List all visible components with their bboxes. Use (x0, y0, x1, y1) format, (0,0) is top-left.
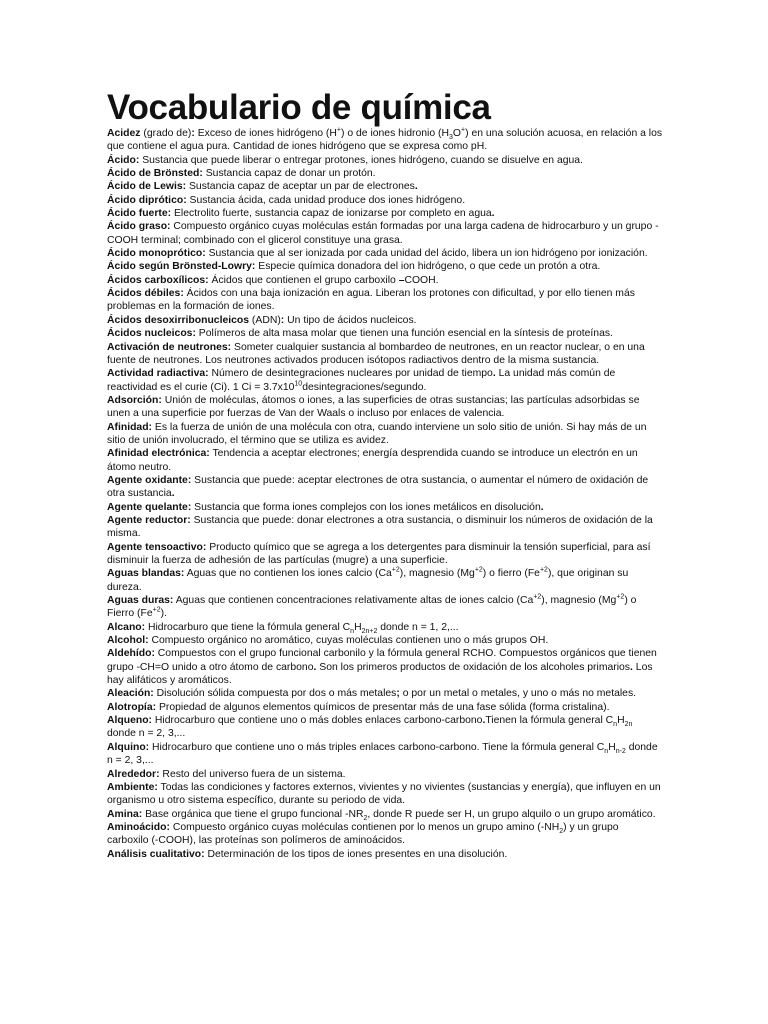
subscript: 2 (363, 814, 368, 822)
definition-text: Polímeros de alta masa molar que tienen una función esencial en la síntesis de proteínas. (195, 328, 613, 340)
definition-text: Sustancia que puede: donar electrones a otra sustancia, o disminuir los números de oxidación de la misma. (107, 514, 653, 540)
definition-text: Sustancia que puede: aceptar electrones de otra sustancia, o aumentar el número de oxidación de otra sustancia (107, 474, 649, 500)
definition-text: Es la fuerza de unión de una molécula con otra, cuando interviene un solo sitio de unión. Si hay más de un sitio de unión involucrado, el término que se utiliza es avidez. (107, 421, 647, 446)
definition-text: Compuestos con el grupo funcional carbonilo y la fórmula general RCHO. Compuestos orgánicos que tienen grupo -CH=O unido a otro átomo de carbono (107, 648, 657, 673)
glossary-entry (107, 621, 663, 634)
definition-text: Disolución sólida compuesta por dos o más metales (153, 688, 397, 700)
glossary-entry (107, 154, 663, 167)
definition-text: (grado de) (140, 128, 192, 139)
glossary-entry (107, 274, 663, 287)
glossary-entry (107, 327, 663, 340)
definition-text: Todas las condiciones y factores externos, vivientes y no vivientes (sustancias y energía), que influyen en un organismo u otro sistema específico, durante su periodo de vida. (107, 781, 661, 807)
glossary-entry (107, 180, 663, 193)
glossary-entry (107, 421, 663, 448)
glossary-list (107, 127, 663, 861)
superscript: +2 (474, 566, 483, 574)
definition-text: ). (160, 608, 167, 620)
glossary-term: Ácido de Lewis: (107, 181, 187, 193)
glossary-definition (249, 315, 417, 326)
glossary-term: Afinidad electrónica: (107, 448, 210, 460)
definition-text: , donde R puede ser H, un grupo alquilo o un grupo aromático. (367, 808, 656, 820)
definition-text: Compuesto orgánico no aromático, cuyas moléculas contienen uno o más grupos OH. (148, 635, 549, 647)
glossary-definition (196, 328, 613, 339)
definition-text: ), que originan su dureza. (107, 568, 629, 593)
definition-text: donde n = 1, 2,... (377, 621, 459, 633)
glossary-definition (171, 208, 494, 219)
glossary-term: Alquino: (107, 741, 150, 753)
bold-punctuation: . (491, 208, 495, 220)
definition-text: Hidrocarburo que contiene uno o más dobles enlaces carbono-carbono (152, 715, 483, 727)
glossary-term: Alrededor: (107, 768, 160, 780)
subscript: n (613, 721, 618, 729)
definition-text: Base orgánica que tiene el grupo funcional -NR (142, 808, 364, 820)
bold-punctuation: – (398, 274, 405, 286)
glossary-entry (107, 714, 663, 741)
bold-punctuation: : (191, 128, 198, 139)
glossary-definition (107, 395, 639, 419)
definition-text: Aguas que no contienen los iones calcio (Ca (184, 568, 392, 580)
glossary-term: Alqueno: (107, 715, 153, 727)
glossary-term: Alcohol: (107, 635, 149, 647)
glossary-entry (107, 314, 663, 327)
glossary-term: Alcano: (107, 621, 146, 633)
bold-punctuation: . (482, 715, 486, 727)
superscript: +2 (533, 593, 542, 601)
glossary-definition (145, 622, 458, 633)
glossary-term: Alotropía: (107, 701, 157, 713)
subscript: 3 (449, 134, 453, 142)
glossary-term: Agente reductor: (107, 514, 191, 526)
glossary-entry (107, 167, 663, 180)
glossary-entry (107, 647, 663, 687)
glossary-entry (107, 367, 663, 394)
glossary-term: Agente oxidante: (107, 474, 192, 486)
glossary-entry (107, 501, 663, 514)
glossary-definition (187, 195, 465, 206)
definition-text: Sustancia que forma iones complejos con los iones metálicos en disolución (191, 501, 541, 513)
glossary-term: Ambiente: (107, 781, 158, 793)
definition-text: donde n = 2, 3,... (107, 728, 186, 740)
glossary-term: Acidez (107, 128, 141, 139)
glossary-definition (107, 128, 662, 152)
definition-text: Compuesto orgánico cuyas moléculas contienen por lo menos un grupo amino (-NH (169, 821, 560, 833)
glossary-term: Análisis cualitativo: (107, 848, 205, 860)
definition-text: H (617, 715, 625, 727)
glossary-definition (203, 168, 376, 179)
glossary-entry (107, 808, 663, 821)
glossary-entry (107, 207, 663, 220)
superscript: + (336, 126, 341, 134)
subscript: 2 (559, 827, 564, 835)
subscript: 2n+2 (361, 627, 378, 635)
definition-text: o por un metal o metales, y uno o más no metales. (399, 688, 637, 700)
page-title: Vocabulario de química (107, 88, 491, 127)
glossary-entry (107, 127, 663, 154)
glossary-definition (107, 422, 646, 446)
glossary-term: Afinidad: (107, 421, 153, 433)
definition-text: Hidrocarburo que contiene uno o más triples enlaces carbono-carbono. Tiene la fórmula general C (149, 741, 605, 753)
definition-text: Resto del universo fuera de un sistema. (159, 768, 346, 780)
definition-text: Sustancia capaz de aceptar un par de electrones (186, 181, 415, 193)
definition-text: donde n = 2, 3,... (107, 741, 658, 767)
definition-text: H (608, 741, 616, 753)
glossary-entry (107, 687, 663, 700)
superscript: +2 (616, 593, 625, 601)
glossary-term: Ácido monoprótico: (107, 248, 206, 260)
definition-text: ) o fierro (Fe (482, 568, 540, 580)
subscript: n (350, 627, 355, 635)
definition-text: Aguas que contienen concentraciones relativamente altas de iones calcio (Ca (173, 595, 534, 607)
definition-text: Sustancia que puede liberar o entregar protones, iones hidrógeno, cuando se disuelve en agua. (139, 154, 583, 166)
definition-text: Especie química donadora del ion hidrógeno, o que cede un protón a otra. (255, 261, 601, 273)
glossary-entry (107, 514, 663, 541)
glossary-term: Aleación: (107, 688, 154, 700)
glossary-term: Aminoácido: (107, 821, 170, 833)
definition-text: Sustancia ácida, cada unidad produce dos iones hidrógeno. (186, 194, 466, 206)
definition-text: H (354, 621, 362, 633)
definition-text: Sustancia capaz de donar un protón. (202, 168, 376, 180)
glossary-term: Actividad radiactiva: (107, 368, 209, 380)
glossary-term: Agente tensoactivo: (107, 541, 207, 553)
definition-text: Sustancia que al ser ionizada por cada unidad del ácido, libera un ion hidrógeno por ionización. (205, 248, 648, 260)
glossary-definition (107, 742, 658, 766)
glossary-definition (142, 809, 655, 820)
glossary-entry (107, 768, 663, 781)
glossary-entry (107, 848, 663, 861)
glossary-term: Activación de neutrones: (107, 341, 232, 353)
glossary-term: Adsorción: (107, 394, 162, 406)
definition-text: COOH. (404, 274, 439, 286)
glossary-term: Ácidos carboxílicos: (107, 274, 209, 286)
glossary-definition (107, 288, 635, 312)
glossary-entry (107, 541, 663, 568)
definition-text: Unión de moléculas, átomos o iones, a las superficies de otras sustancias; las partículas adsorbidas se unen a una superficie por fuerzas de Van der Waals o incluso por enlaces de valencia. (107, 394, 640, 420)
glossary-entry (107, 287, 663, 314)
glossary-term: Aldehído: (107, 648, 155, 660)
glossary-term: Ácido según Brönsted-Lowry: (107, 261, 256, 273)
glossary-entry (107, 194, 663, 207)
subscript: n-2 (615, 747, 626, 755)
glossary-entry (107, 821, 663, 848)
glossary-term: Ácido de Brönsted: (107, 168, 203, 180)
glossary-entry (107, 341, 663, 368)
definition-text: Someter cualquier sustancia al bombardeo de neutrones, en un reactor nuclear, o en una fuente de neutrones. Los neutrones activados producen isótopos radiactivos dentro de la misma sustancia. (107, 341, 645, 366)
subscript: 2n (624, 721, 633, 729)
glossary-term: Aguas blandas: (107, 568, 185, 580)
glossary-entry (107, 247, 663, 260)
glossary-definition (154, 688, 636, 699)
definition-text: Compuesto orgánico cuyas moléculas están formadas por una larga cadena de hidrocarburo y un grupo -COOH terminal; combinado con el glicerol constituye una grasa. (107, 221, 659, 246)
definition-text: (ADN) (249, 314, 281, 326)
glossary-definition (186, 181, 418, 192)
definition-text: Número de desintegraciones nucleares por unidad de tiempo (208, 368, 493, 380)
glossary-entry (107, 474, 663, 501)
glossary-definition (205, 849, 508, 860)
superscript: +2 (539, 566, 548, 574)
definition-text: ) o Fierro (Fe (107, 595, 637, 620)
glossary-term: Ácidos desoxirribonucleicos (107, 314, 250, 326)
bold-punctuation: . (171, 488, 175, 500)
definition-text: ), magnesio (Mg (541, 595, 617, 607)
definition-text: Un tipo de ácidos nucleicos. (284, 314, 417, 326)
bold-punctuation: . (492, 368, 496, 380)
glossary-entry (107, 447, 663, 474)
bold-punctuation: ; (396, 688, 400, 700)
glossary-definition (107, 648, 657, 686)
glossary-definition (156, 702, 609, 713)
glossary-entry (107, 634, 663, 647)
superscript: + (461, 126, 466, 134)
glossary-term: Ácido graso: (107, 221, 171, 233)
glossary-definition (255, 261, 600, 272)
glossary-definition (206, 248, 648, 259)
bold-punctuation: . (540, 501, 544, 513)
definition-text: Propiedad de algunos elementos químicos de presentar más de una fase sólida (forma cristalina). (156, 701, 610, 713)
definition-text: Electrolito fuerte, sustancia capaz de ionizarse por completo en agua (171, 208, 492, 220)
definition-text: ) o de iones hidronio (H (340, 128, 449, 139)
definition-text: Tienen la fórmula general C (485, 715, 614, 727)
glossary-entry (107, 567, 663, 594)
definition-text: Tendencia a aceptar electrones; energía desprendida cuando se introduce un electrón en un átomo neutro. (107, 448, 638, 473)
definition-text: Ácidos que contienen el grupo carboxilo (208, 274, 399, 286)
glossary-definition (107, 782, 661, 806)
superscript: 10 (294, 380, 303, 388)
glossary-definition (107, 568, 628, 592)
glossary-term: Ácidos nucleicos: (107, 328, 196, 340)
definition-text: ), magnesio (Mg (399, 568, 475, 580)
glossary-entry (107, 594, 663, 621)
glossary-definition (107, 715, 632, 739)
glossary-definition (107, 595, 636, 619)
glossary-term: Ácido diprótico: (107, 194, 187, 206)
glossary-definition (149, 635, 549, 646)
glossary-definition (191, 502, 543, 513)
glossary-definition (209, 275, 439, 286)
definition-text: ) y un grupo carboxilo (-COOH), las proteínas son polímeros de aminoácidos. (107, 821, 619, 847)
glossary-term: Amina: (107, 808, 143, 820)
glossary-definition (160, 769, 346, 780)
glossary-term: Ácidos débiles: (107, 288, 184, 300)
glossary-entry (107, 741, 663, 768)
glossary-term: Aguas duras: (107, 595, 174, 607)
glossary-definition (107, 822, 619, 846)
bold-punctuation: . (414, 181, 418, 193)
glossary-entry (107, 394, 663, 421)
glossary-definition (107, 221, 659, 245)
definition-text: Hidrocarburo que tiene la fórmula general C (145, 621, 351, 633)
bold-punctuation: . (313, 661, 317, 673)
glossary-term: Ácido fuerte: (107, 208, 172, 220)
glossary-entry (107, 701, 663, 714)
bold-punctuation: . (630, 661, 633, 673)
definition-text: Ácidos con una baja ionización en agua. Liberan los protones con dificultad, y por ello tienen más problemas en la formación de iones. (107, 288, 635, 313)
definition-text: Determinación de los tipos de iones presentes en una disolución. (204, 848, 508, 860)
definition-text: Son los primeros productos de oxidación de los alcoholes primarios (316, 661, 631, 673)
definition-text: Los hay alifáticos y aromáticos. (107, 661, 653, 687)
definition-text: O (452, 128, 461, 139)
glossary-entry (107, 781, 663, 808)
subscript: n (604, 747, 609, 755)
superscript: +2 (152, 606, 161, 614)
definition-text: desintegraciones/segundo. (302, 381, 427, 393)
definition-text: ) en una solución acuosa, en relación a los que contiene el agua pura. Cantidad de iones hidrógeno que se expresa como pH. (107, 128, 663, 153)
bold-punctuation: : (280, 314, 285, 326)
glossary-entry (107, 260, 663, 273)
superscript: +2 (391, 566, 400, 574)
definition-text: Exceso de iones hidrógeno (H (197, 128, 337, 139)
definition-text: La unidad más común de reactividad es el curie (Ci). 1 Ci = 3.7x10 (107, 368, 616, 393)
glossary-entry (107, 220, 663, 247)
glossary-term: Ácido: (107, 154, 140, 166)
glossary-term: Agente quelante: (107, 501, 192, 513)
definition-text: Producto químico que se agrega a los detergentes para disminuir la tensión superficial, para así disminuir la fuerza de adhesión de las partículas (mugre) a una superficie. (107, 541, 651, 566)
glossary-definition (139, 155, 583, 166)
